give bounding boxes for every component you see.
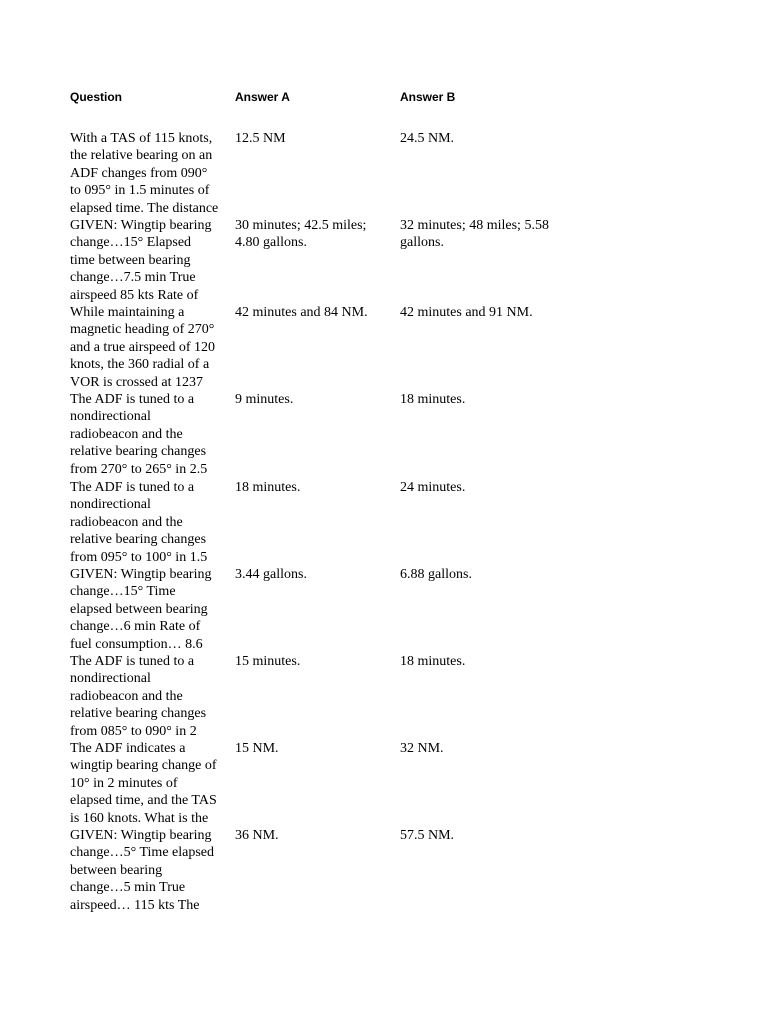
answer-a-cell: 15 minutes. — [235, 654, 301, 669]
question-table — [0, 130, 768, 914]
answer-a-cell: 18 minutes. — [235, 480, 301, 495]
answer-b-cell: 32 minutes; 48 miles; 5.58 gallons. — [400, 218, 549, 251]
answer-b-cell: 42 minutes and 91 NM. — [400, 305, 533, 320]
answer-b-cell: 24 minutes. — [400, 480, 466, 495]
table-row — [0, 566, 768, 653]
question-cell: The ADF is tuned to a nondirectional radiobeacon and the relative bearing changes from 085° to 090° in 2 — [70, 654, 207, 739]
header-answer-b: Answer B — [400, 90, 456, 104]
table-row — [0, 479, 768, 566]
question-cell: With a TAS of 115 knots, the relative bearing on an ADF changes from 090° to 095° in 1.5 minutes of elapsed time. The distance — [70, 131, 219, 216]
table-row — [0, 217, 768, 304]
question-cell: GIVEN: Wingtip bearing change…15° Elapsed time between bearing change…7.5 min True airspeed 85 kts Rate of — [70, 218, 212, 303]
answer-a-cell: 36 NM. — [235, 828, 279, 843]
answer-a-cell: 42 minutes and 84 NM. — [235, 305, 368, 320]
answer-b-cell: 18 minutes. — [400, 654, 466, 669]
header-question: Question — [70, 90, 123, 104]
table-row — [0, 391, 768, 479]
answer-a-cell: 15 NM. — [235, 741, 279, 756]
answer-b-cell: 6.88 gallons. — [400, 567, 472, 582]
question-cell: GIVEN: Wingtip bearing change…5° Time elapsed between bearing change…5 min True airspeed… 115 kts The — [70, 828, 215, 913]
answer-a-cell: 30 minutes; 42.5 miles; 4.80 gallons. — [235, 218, 367, 251]
answer-b-cell: 24.5 NM. — [400, 131, 455, 146]
answer-b-cell: 57.5 NM. — [400, 828, 455, 843]
question-cell: GIVEN: Wingtip bearing change…15° Time elapsed between bearing change…6 min Rate of fuel consumption… 8.6 — [70, 567, 212, 652]
table-row — [0, 130, 768, 217]
question-cell: The ADF is tuned to a nondirectional radiobeacon and the relative bearing changes from 095° to 100° in 1.5 — [70, 480, 208, 565]
answer-b-cell: 18 minutes. — [400, 392, 466, 407]
answer-b-cell: 32 NM. — [400, 741, 444, 756]
question-cell: While maintaining a magnetic heading of 270° and a true airspeed of 120 knots, the 360 radial of a VOR is crossed at 1237 — [70, 305, 215, 390]
header-answer-a: Answer A — [235, 90, 290, 104]
table-row — [0, 653, 768, 740]
table-row — [0, 740, 768, 827]
answer-a-cell: 3.44 gallons. — [235, 567, 307, 582]
answer-a-cell: 9 minutes. — [235, 392, 294, 407]
table-header — [0, 90, 768, 110]
table-row — [0, 304, 768, 391]
answer-a-cell: 12.5 NM — [235, 131, 286, 146]
question-cell: The ADF indicates a wingtip bearing change of 10° in 2 minutes of elapsed time, and the TAS is 160 knots. What is the — [70, 741, 217, 826]
question-cell: The ADF is tuned to a nondirectional radiobeacon and the relative bearing changes from 270° to 265° in 2.5 — [70, 392, 208, 477]
table-row — [0, 827, 768, 914]
